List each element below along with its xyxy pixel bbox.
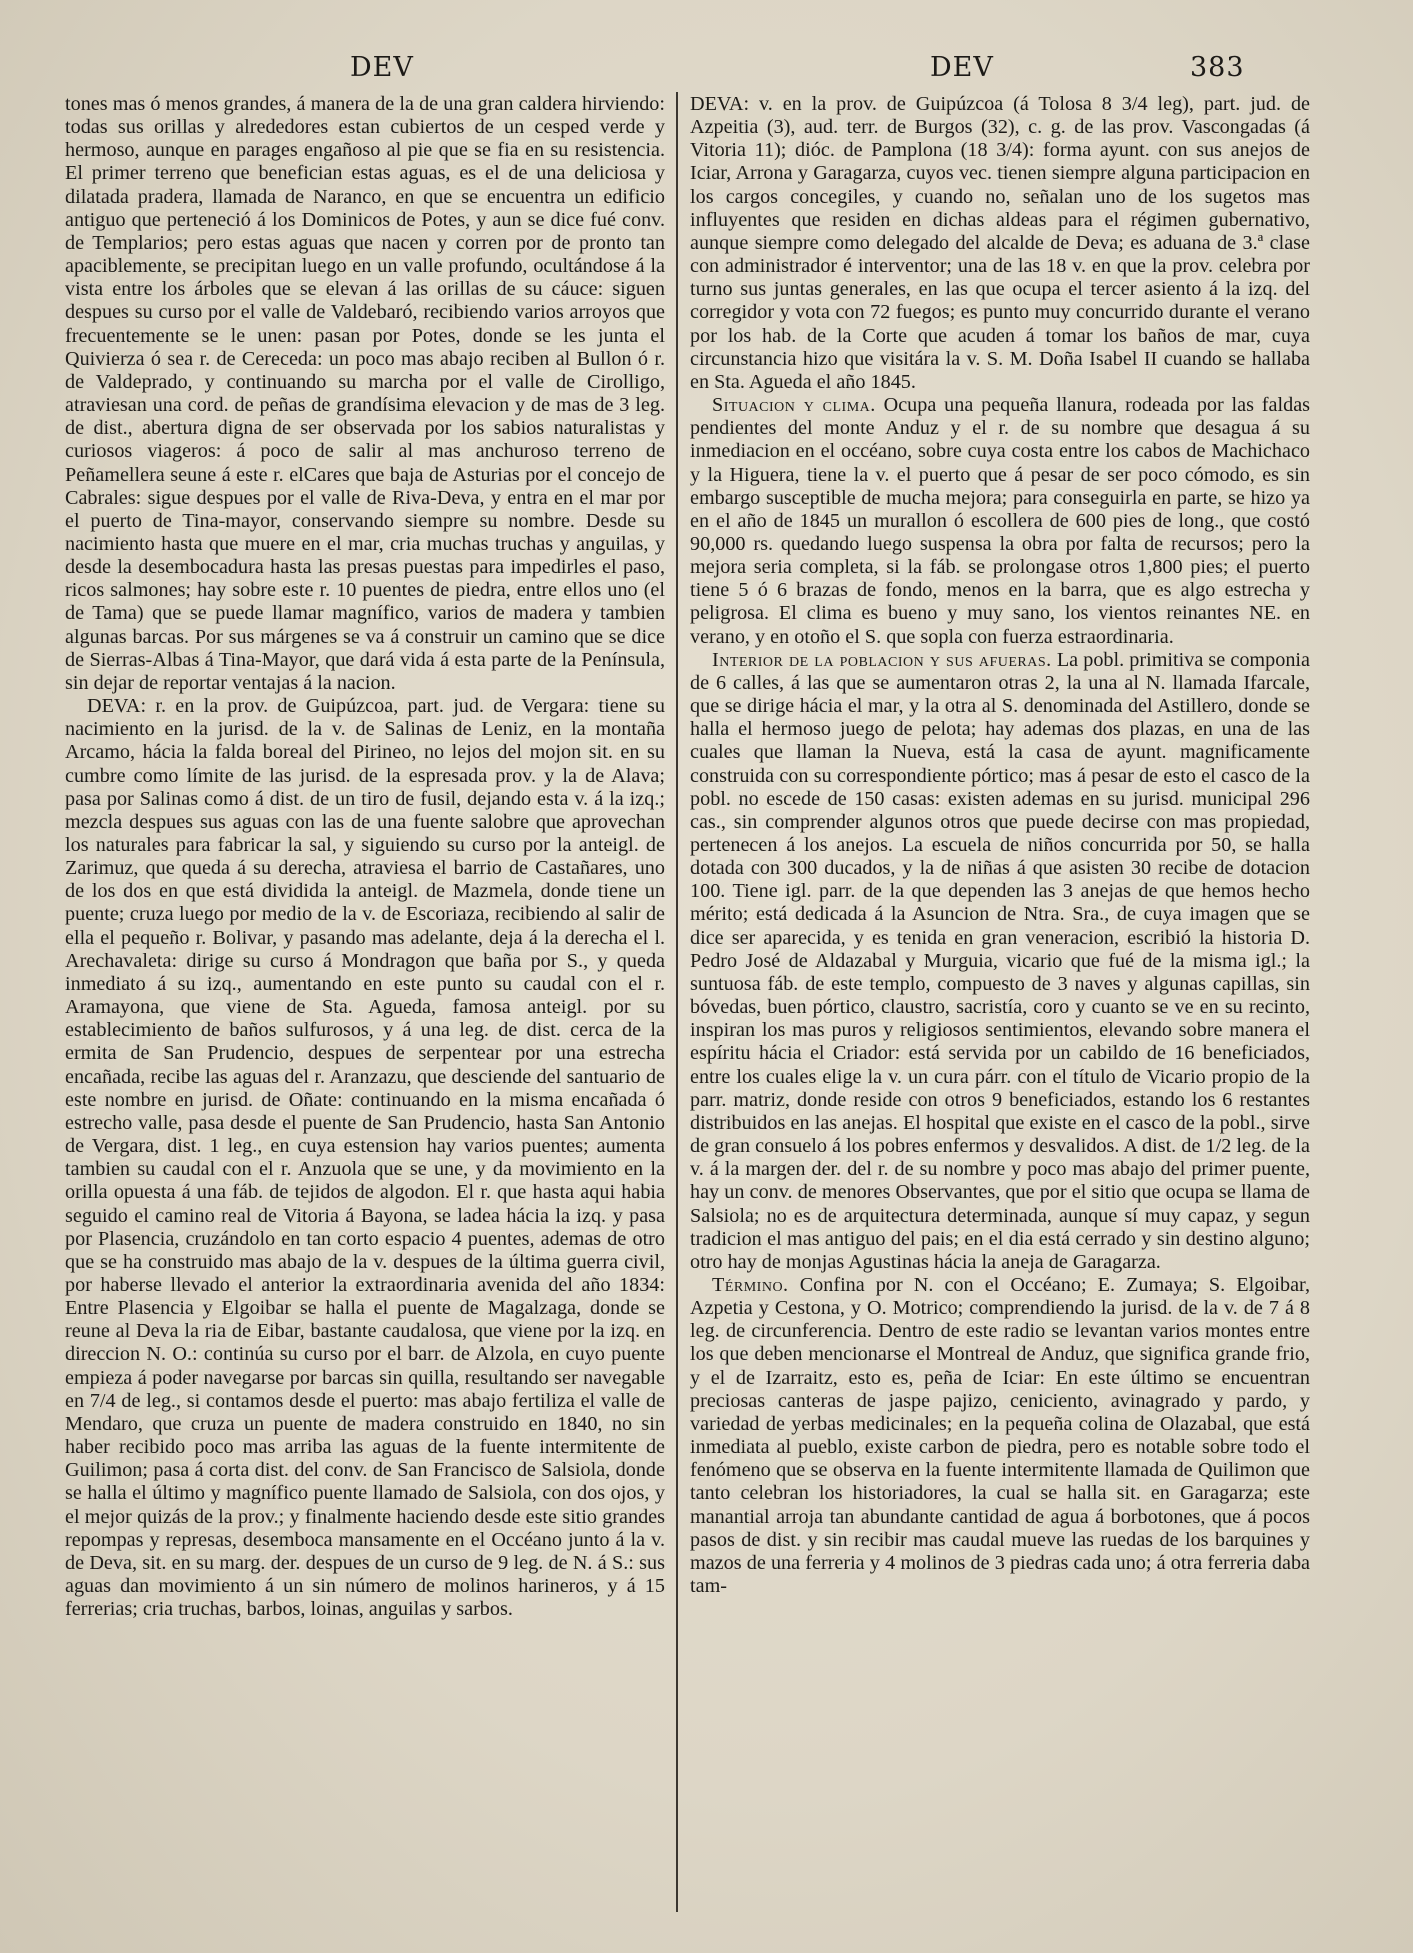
right-column <box>690 93 1310 1913</box>
section-text-interior: La pobl. primitiva se componia de 6 calles, á las que se aumentaron otras 2, la una al N. llamada Ifarcale, que se dirige hácia el mar, y la otra al S. denominada del Astillero, donde se halla el hermoso juego de pelota; hay ademas dos plazas, en una de las cuales que llaman la Nueva, está la casa de ayunt. magnificamente construida con su correspondiente pórtico; mas á pesar de esto el casco de la pobl. no escede de 150 casas: existen ademas en su jurisd. municipal 296 cas., sin comprender algunos otros que puede decirse con mas propiedad, pertenecen á los anejos. La escuela de niños concurrida por 50, se halla dotada con 300 ducados, y la de niñas á que asisten 30 recibe de dotacion 100. Tiene igl. parr. de la que dependen las 3 anejas de que hemos hecho mérito; está dedicada á la Asuncion de Ntra. Sra., de cuya imagen que se dice ser aparecida, y es tenida en gran veneracion, escribió la historia D. Pedro José de Aldazabal y Murguia, vicario que fué de la misma igl.; la suntuosa fáb. de este templo, compuesto de 3 naves y algunas capillas, sin bóvedas, buen pórtico, claustro, sacristía, coro y cuanto se ve en su recinto, inspiran los mas puros y religiosos sentimientos, elevando sobre manera el espíritu hácia el Criador: está servida por un cabildo de 16 beneficiados, entre los cuales elige la v. un cura párr. con el título de Vicario propio de la parr. matriz, donde reside con otros 9 beneficiados, estando los 6 restantes distribuidos en las anejas. El hospital que existe en el casco de la pobl., sirve de gran consuelo á los pobres enfermos y desvalidos. A dist. de 1/2 leg. de la v. á la margen der. del r. de su nombre y poco mas abajo del primer puente, hay un conv. de menores Observantes, que por el sitio que ocupa se llama de Salsiola; no es de arquitectura determinada, aunque sí muy capaz, y segun tradicion el mas antiguo del pais; en el dia está cerrado y sin destino alguno; otro hay de monjas Agustinas hácia la aneja de Garagarza. <box>690 648 1310 1273</box>
column-divider <box>676 92 678 1912</box>
running-head-left: DEV <box>350 52 414 83</box>
running-head-right: DEV <box>930 52 994 83</box>
section-heading-interior: Interior de la poblacion y sus afueras. <box>712 648 1052 671</box>
section-text-termino: Confina por N. con el Occéano; E. Zumaya; S. Elgoibar, Azpetia y Cestona, y O. Motrico; comprendiendo la jurisd. de la v. de 7 á 8 leg. de circunferencia. Dentro de este radio se levantan varios montes entre los que deben mencionarse el Montreal de Anduz, que significa grande frio, y el de Izarraitz, esto es, peña de Iciar: En este último se encuentran preciosas canteras de jaspe pajizo, ceniciento, avinagrado y pardo, y variedad de yerbas medicinales; en la pequeña colina de Olazabal, que está inmediata al pueblo, existe carbon de piedra, pero es notable sobre todo el fenómeno que se observa en la fuente intermitente llamada de Quilimon que tanto celebran los historiadores, la cual se halla sit. en Garagarza; este manantial arroja tan abundante cantidad de agua á borbotones, que á pocos pasos de dist. y sin recibir mas caudal mueve las ruedas de los barquines y mazos de una ferreria y 4 molinos de 3 piedras cada uno; á otra ferreria daba tam- <box>690 1273 1310 1597</box>
left-paragraph-deva-river: DEVA: r. en la prov. de Guipúzcoa, part. jud. de Vergara: tiene su nacimiento en la jurisd. de la v. de Salinas de Leniz, en la montaña Arcamo, hácia la falda boreal del Pirineo, no lejos del mojon sit. en su cumbre como límite de las jurisd. de la espresada prov. y la de Alava; pasa por Salinas como á dist. de un tiro de fusil, dejando esta v. á la izq.; mezcla despues sus aguas con las de una fuente salobre que aprovechan los naturales para fabricar la sal, y siguiendo su curso por la anteigl. de Zarimuz, que queda á su derecha, atraviesa el barrio de Castañares, uno de los dos en que está dividida la anteigl. de Mazmela, donde tiene un puente; cruza luego por medio de la v. de Escoriaza, recibiendo al salir de ella el pequeño r. Bolivar, y pasando mas adelante, deja á la derecha el l. Arechavaleta: dirige su curso á Mondragon que baña por S., y queda inmediato á su izq., aumentando en este punto su caudal con el r. Aramayona, que viene de Sta. Agueda, famosa anteigl. por su establecimiento de baños sulfurosos, y á una leg. de dist. cerca de la ermita de San Prudencio, despues de serpentear por una estrecha encañada, recibe las aguas del r. Aranzazu, que desciende del santuario de este nombre en jurisd. de Oñate: continuando en la misma encañada ó estrecho valle, pasa desde el puente de San Prudencio, hasta San Antonio de Vergara, dist. 1 leg., en cuya estension hay varios puentes; aumenta tambien su caudal con el r. Anzuola que se une, y da movimiento en la orilla opuesta á una fáb. de tejidos de algodon. El r. que hasta aqui habia seguido el camino real de Vitoria á Bayona, se ladea hácia la izq. y pasa por Plasencia, cruzándolo en tan corto espacio 4 puentes, ademas de otro que se ha construido mas abajo de la v. despues de la última guerra civil, por haberse llevado el anterior la extraordinaria avenida del año 1834: Entre Plasencia y Elgoibar se halla el puente de Magalzaga, donde se reune al Deva la ria de Eibar, bastante caudalosa, que viene por la izq. en direccion N. O.: continúa su curso por el barr. de Alzola, en cuyo puente empieza á poder navegarse por barcas sin quilla, resultando ser navegable en 7/4 de leg., si contamos desde el puerto: mas abajo fertiliza el valle de Mendaro, que cruza un puente de madera construido en 1840, no sin haber recibido poco mas arriba las aguas de la fuente intermitente de Guilimon; pasa á corta dist. del conv. de San Francisco de Salsiola, donde se halla el último y magnífico puente llamado de Salsiola, con dos ojos, y el mejor quizás de la prov.; y finalmente haciendo desde este sitio grandes repompas y represas, desemboca mansamente en el Occéano junto á la v. de Deva, sit. en su marg. der. despues de un curso de 9 leg. de N. á S.: sus aguas dan movimiento á un sin número de molinos harineros, y á 15 ferrerias; cria truchas, barbos, loinas, anguilas y sarbos. <box>65 695 665 1621</box>
section-heading-situacion: Situacion y clima. <box>712 394 876 417</box>
right-paragraph-termino <box>690 1274 1310 1598</box>
page-number: 383 <box>1190 52 1245 83</box>
right-paragraph-interior <box>690 649 1310 1274</box>
section-text-situacion: Ocupa una pequeña llanura, rodeada por las faldas pendientes del monte Anduz y el r. de su nombre que desagua á su inmediacion en el occéano, sobre cuya costa entre los cabos de Machichaco y la Higuera, tiene la v. el puerto que á pesar de ser poco cómodo, es sin embargo susceptible de mucha mejora; para conseguirla en parte, se hizo ya en el año de 1845 un murallon ó escollera de 600 pies de long., que costó 90,000 rs. quedando luego suspensa la obra por falta de recursos; pero la mejora seria completa, si la fáb. se prolongase otros 1,800 pies; el puerto tiene 5 ó 6 brazas de fondo, menos en la barra, que es algo estrecha y peligrosa. El clima es bueno y muy sano, los vientos reinantes NE. en verano, y en otoño el S. que sopla con fuerza estraordinaria. <box>690 394 1310 648</box>
left-column <box>65 93 665 1913</box>
right-paragraph-situacion <box>690 394 1310 649</box>
section-heading-termino: Término. <box>712 1273 789 1296</box>
left-paragraph-continuation: tones mas ó menos grandes, á manera de la de una gran caldera hirviendo: todas sus orillas y alrededores estan cubiertos de un cesped verde y hermoso, aunque en parages engañoso al pie que se fia en su resistencia. El primer terreno que benefician estas aguas, es el de una deliciosa y dilatada pradera, llamada de Naranco, en que se encuentra un edificio antiguo que perteneció á los Dominicos de Potes, y aun se dice fué conv. de Templarios; pero estas aguas que nacen y corren por de pronto tan apaciblemente, se precipitan luego en un valle profundo, ocultándose á la vista entre los árboles que se elevan á las orillas de su cáuce: siguen despues su curso por el valle de Valdebaró, recibiendo varios arroyos que frecuentemente se le unen: pasan por Potes, donde se les junta el Quivierza ó sea r. de Cereceda: un poco mas abajo reciben al Bullon ó r. de Valdeprado, y continuando su marcha por el valle de Cirolligo, atraviesan una cord. de peñas de grandísima elevacion y de mas de 3 leg. de dist., abertura digna de ser observada por los sabios naturalistas y curiosos viageros: á poco de salir al mas anchuroso terreno de Peñamellera seune á este r. elCares que baja de Asturias por el concejo de Cabrales: sigue despues por el valle de Riva-Deva, y entra en el mar por el puerto de Tina-mayor, conservando siempre su nombre. Desde su nacimiento hasta que muere en el mar, cria muchas truchas y anguilas, y desde la desembocadura hasta las presas puestas para impedirles el paso, ricos salmones; hay sobre este r. 10 puentes de piedra, entre ellos uno (el de Tama) que se puede llamar magnífico, varios de madera y tambien algunas barcas. Por sus márgenes se va á construir un camino que se dice de Sierras-Albas á Tina-Mayor, que dará vida á esta parte de la Península, sin dejar de reportar ventajas á la nacion. <box>65 93 665 694</box>
right-paragraph-deva-town: DEVA: v. en la prov. de Guipúzcoa (á Tolosa 8 3/4 leg), part. jud. de Azpeitia (3), aud. terr. de Burgos (32), c. g. de las prov. Vascongadas (á Vitoria 11); dióc. de Pamplona (18 3/4): forma ayunt. con sus anejos de Iciar, Arrona y Garagarza, cuyos vec. tienen siempre alguna participacion en los cargos concegiles, y cuando no, señalan uno de los sugetos mas influyentes que residen en dichas aldeas para el régimen gubernativo, aunque siempre como delegado del alcalde de Deva; es aduana de 3.ª clase con administrador é interventor; una de las 18 v. en que la prov. celebra por turno sus juntas generales, en las que ocupa el tercer asiento á la izq. del corregidor y vota con 72 fuegos; es punto muy concurrido durante el verano por los hab. de la Corte que acuden á tomar los baños de mar, cuya circunstancia hizo que visitára la v. S. M. Doña Isabel II cuando se hallaba en Sta. Agueda el año 1845. <box>690 93 1310 393</box>
